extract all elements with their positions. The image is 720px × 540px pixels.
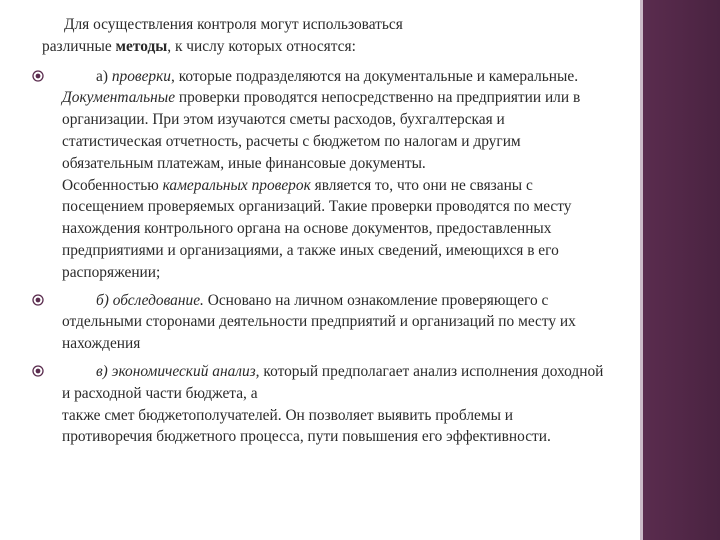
item-label: а): [96, 67, 112, 85]
target-bullet-icon: [32, 365, 44, 377]
decorative-sidebar: [643, 0, 720, 540]
item-text-b: проверки проводятся непосредственно на предприятии или в организации. При этом изучаются сметы расходов, бухгалтерская и статистическая отчетность, расчеты с бюджетом по налогам и другим обязательным платежам, иные финансовые документы.: [62, 89, 581, 172]
target-bullet-icon: [32, 70, 44, 82]
intro-text-end: , к числу которых относятся:: [167, 37, 356, 55]
analysis-text-b: также смет бюджетополучателей. Он позволяет выявить проблемы и противоречия бюджетного процесса, пути повышения его эффективности.: [62, 406, 551, 446]
methods-bold: методы: [115, 37, 168, 55]
list-item-economic-analysis: [62, 361, 607, 448]
term-economic-analysis: в) экономический анализ,: [96, 362, 260, 380]
list-item-inspections: [62, 66, 607, 284]
slide-body: [42, 14, 607, 454]
item-text-a: , которые подразделяются на документальные и камеральные.: [171, 67, 579, 85]
analysis-text-a: который предполагает анализ исполнения доходной и расходной части бюджета, а: [62, 362, 604, 402]
term-documentary: Документальные: [62, 89, 176, 107]
intro-line-1: Для осуществления контроля могут использоваться: [64, 16, 403, 33]
target-bullet-icon: [32, 294, 44, 306]
intro-paragraph: [42, 14, 607, 58]
cont-text-b: является то, что они не связаны с посещением проверяемых организаций. Такие проверки проводятся по месту нахождения контрольного органа на основе документов, предоставленных предприятиями и организациями, а также иных сведений, имеющихся в его распоряжении;: [62, 176, 572, 281]
term-desk-audits: камеральных проверок: [162, 176, 311, 194]
term-survey: б) обследование.: [96, 291, 204, 309]
survey-text: Основано на личном ознакомление проверяющего с отдельными сторонами деятельности предприятий и организаций по месту их нахождения: [62, 291, 576, 353]
intro-text: различные: [42, 37, 116, 55]
intro-line-2: [42, 36, 607, 58]
list-item-survey: [62, 290, 607, 355]
cont-text-a: Особенностью: [62, 176, 163, 194]
term-inspections: проверки: [111, 67, 172, 85]
